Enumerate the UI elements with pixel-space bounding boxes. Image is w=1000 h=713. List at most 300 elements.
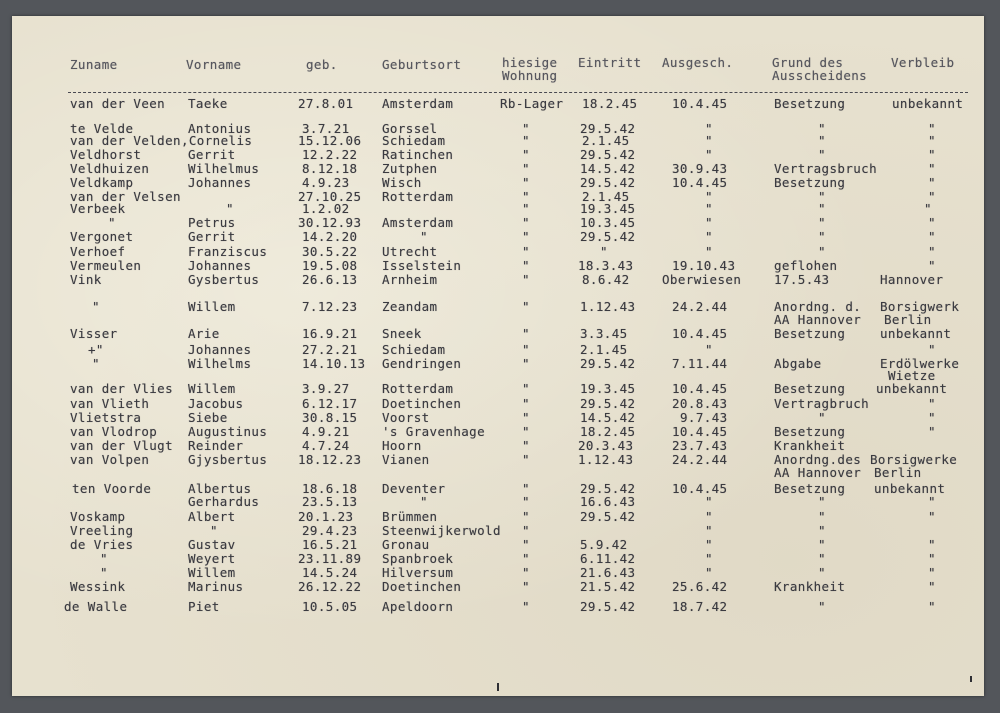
bottom-punch-mark — [970, 676, 972, 682]
table-cell: 14.10.13 — [302, 356, 366, 371]
table-cell: 10.4.45 — [672, 424, 728, 439]
table-cell: 18.7.42 — [672, 599, 728, 614]
table-cell: " — [522, 272, 530, 287]
table-cell: 14.5.24 — [302, 565, 358, 580]
table-cell: AA Hannover — [774, 312, 862, 327]
table-cell: 16.6.43 — [580, 494, 636, 509]
table-cell: 26.6.13 — [302, 272, 358, 287]
table-cell: " — [818, 537, 826, 552]
table-cell: " — [522, 494, 530, 509]
table-cell: " — [705, 121, 713, 136]
table-cell: Vlietstra — [70, 410, 142, 425]
table-cell: " — [818, 565, 826, 580]
table-cell: Schiedam — [382, 133, 446, 148]
table-cell: Borsigwerke — [870, 452, 958, 467]
table-cell: 4.9.21 — [302, 424, 350, 439]
table-cell: Voskamp — [70, 509, 126, 524]
table-cell: " — [705, 229, 713, 244]
table-cell: 15.12.06 — [298, 133, 362, 148]
table-cell: Zutphen — [382, 161, 438, 176]
table-cell: " — [705, 537, 713, 552]
table-cell: Arie — [188, 326, 220, 341]
table-cell: Gorssel — [382, 121, 438, 136]
table-cell: Hoorn — [382, 438, 422, 453]
table-cell: " — [928, 244, 936, 259]
table-cell: 8.12.18 — [302, 161, 358, 176]
table-cell: 10.4.45 — [672, 96, 728, 111]
table-cell: " — [420, 229, 428, 244]
table-cell: 10.4.45 — [672, 175, 728, 190]
table-cell: " — [705, 551, 713, 566]
table-cell: 8.6.42 — [582, 272, 630, 287]
table-cell: 21.5.42 — [580, 579, 636, 594]
table-cell: 30.5.22 — [302, 244, 358, 259]
table-cell: " — [928, 229, 936, 244]
table-cell: 4.9.23 — [302, 175, 350, 190]
table-cell: van der Velsen — [70, 189, 181, 204]
table-cell: Piet — [188, 599, 220, 614]
table-cell: " — [108, 215, 116, 230]
table-cell: 30.8.15 — [302, 410, 358, 425]
table-cell: Willem — [188, 381, 236, 396]
table-cell: " — [522, 326, 530, 341]
table-cell: 23.7.43 — [672, 438, 728, 453]
table-cell: " — [928, 599, 936, 614]
table-cell: 14.5.42 — [580, 161, 636, 176]
table-cell: Willem — [188, 565, 236, 580]
table-cell: Marinus — [188, 579, 244, 594]
table-cell: " — [924, 201, 932, 216]
table-cell: Sneek — [382, 326, 422, 341]
table-cell: 3.7.21 — [302, 121, 350, 136]
table-cell: Wisch — [382, 175, 422, 190]
table-cell: " — [928, 396, 936, 411]
table-cell: 27.2.21 — [302, 342, 358, 357]
table-cell: unbekannt — [880, 326, 952, 341]
table-cell: 29.5.42 — [580, 396, 636, 411]
table-cell: 's Gravenhage — [382, 424, 486, 439]
table-cell: Abgabe — [774, 356, 822, 371]
table-cell: Vianen — [382, 452, 430, 467]
table-cell: Augustinus — [188, 424, 268, 439]
table-cell: 5.9.42 — [580, 537, 628, 552]
table-cell: geflohen — [774, 258, 838, 273]
table-cell: " — [705, 494, 713, 509]
table-cell: 20.8.43 — [672, 396, 728, 411]
table-cell: van der Vlugt — [70, 438, 174, 453]
table-cell: Arnheim — [382, 272, 438, 287]
table-cell: " — [818, 229, 826, 244]
table-cell: Antonius — [188, 121, 252, 136]
table-cell: " — [928, 565, 936, 580]
table-cell: 4.7.24 — [302, 438, 350, 453]
table-cell: Wessink — [70, 579, 126, 594]
table-cell: 17.5.43 — [774, 272, 830, 287]
table-cell: Erdölwerke — [880, 356, 960, 371]
table-cell: Weyert — [188, 551, 236, 566]
table-cell: " — [928, 410, 936, 425]
table-cell: Deventer — [382, 481, 446, 496]
bottom-punch-mark — [497, 683, 499, 691]
table-cell: Oberwiesen — [662, 272, 742, 287]
table-cell: Petrus — [188, 215, 236, 230]
table-cell: " — [522, 356, 530, 371]
table-cell: Wilhelmus — [188, 161, 260, 176]
table-cell: " — [522, 342, 530, 357]
table-cell: " — [705, 147, 713, 162]
table-cell: 18.12.23 — [298, 452, 362, 467]
table-cell: 16.9.21 — [302, 326, 358, 341]
table-cell: Wietze — [888, 368, 936, 383]
table-cell: 14.2.20 — [302, 229, 358, 244]
column-header: Zuname — [70, 57, 118, 72]
table-cell: " — [522, 121, 530, 136]
table-cell: " — [928, 121, 936, 136]
table-cell: Steenwijkerwold — [382, 523, 501, 538]
column-header: geb. — [306, 57, 338, 72]
table-cell: " — [522, 410, 530, 425]
table-cell: " — [420, 494, 428, 509]
table-cell: " — [522, 579, 530, 594]
table-cell: " — [522, 452, 530, 467]
table-cell: 19.5.08 — [302, 258, 358, 273]
table-cell: " — [705, 565, 713, 580]
table-cell: " — [210, 523, 218, 538]
table-cell: " — [928, 509, 936, 524]
table-cell: " — [818, 121, 826, 136]
table-cell: 29.5.42 — [580, 175, 636, 190]
table-cell: " — [522, 161, 530, 176]
table-cell: " — [818, 523, 826, 538]
table-cell: " — [928, 537, 936, 552]
table-cell: " — [928, 161, 936, 176]
table-cell: " — [928, 258, 936, 273]
table-cell: " — [818, 244, 826, 259]
column-header: Ausscheidens — [772, 68, 868, 83]
table-cell: Rotterdam — [382, 381, 454, 396]
table-cell: 24.2.44 — [672, 299, 728, 314]
table-cell: " — [928, 189, 936, 204]
table-cell: Vertragbruch — [774, 396, 870, 411]
table-cell: unbekannt — [874, 481, 946, 496]
table-cell: " — [818, 201, 826, 216]
table-cell: " — [522, 175, 530, 190]
table-cell: Johannes — [188, 258, 252, 273]
table-cell: 6.11.42 — [580, 551, 636, 566]
table-cell: 21.6.43 — [580, 565, 636, 580]
table-cell: 10.4.45 — [672, 326, 728, 341]
table-cell: " — [818, 133, 826, 148]
table-cell: " — [818, 599, 826, 614]
table-cell: " — [705, 342, 713, 357]
table-cell: " — [522, 509, 530, 524]
table-cell: 2.1.45 — [582, 189, 630, 204]
table-cell: " — [522, 244, 530, 259]
table-cell: " — [522, 381, 530, 396]
table-cell: Gerhardus — [188, 494, 260, 509]
table-cell: Albertus — [188, 481, 252, 496]
table-cell: Borsigwerk — [880, 299, 960, 314]
table-cell: " — [818, 189, 826, 204]
table-cell: unbekannt — [892, 96, 964, 111]
table-cell: Besetzung — [774, 175, 846, 190]
table-cell: 29.5.42 — [580, 509, 636, 524]
table-cell: " — [522, 523, 530, 538]
table-cell: 3.3.45 — [580, 326, 628, 341]
table-cell: Krankheit — [774, 579, 846, 594]
table-cell: Wilhelms — [188, 356, 252, 371]
table-cell: " — [705, 523, 713, 538]
table-cell: Gjysbertus — [188, 452, 268, 467]
table-cell: 18.2.45 — [582, 96, 638, 111]
table-cell: Ratinchen — [382, 147, 454, 162]
table-cell: Reinder — [188, 438, 244, 453]
table-cell: Berlin — [874, 465, 922, 480]
table-cell: Johannes — [188, 175, 252, 190]
table-cell: Anordng. d. — [774, 299, 862, 314]
table-cell: " — [705, 201, 713, 216]
table-cell: 2.1.45 — [582, 133, 630, 148]
table-cell: Besetzung — [774, 326, 846, 341]
table-cell: Besetzung — [774, 381, 846, 396]
table-cell: Gendringen — [382, 356, 462, 371]
table-cell: Visser — [70, 326, 118, 341]
table-cell: " — [522, 599, 530, 614]
table-cell: " — [818, 494, 826, 509]
table-cell: van Volpen — [70, 452, 150, 467]
table-cell: Rb-Lager — [500, 96, 564, 111]
table-cell: 30.12.93 — [298, 215, 362, 230]
table-cell: Vink — [70, 272, 102, 287]
table-cell: Doetinchen — [382, 579, 462, 594]
table-cell: Gerrit — [188, 229, 236, 244]
table-cell: Gysbertus — [188, 272, 260, 287]
table-cell: van der Velden,Cornelis — [70, 133, 253, 148]
table-cell: AA Hannover — [774, 465, 862, 480]
table-cell: " — [705, 133, 713, 148]
table-cell: 10.4.45 — [672, 381, 728, 396]
table-cell: van der Vlies — [70, 381, 174, 396]
table-cell: " — [522, 147, 530, 162]
table-cell: 19.10.43 — [672, 258, 736, 273]
table-cell: 26.12.22 — [298, 579, 362, 594]
column-header: Wohnung — [502, 68, 558, 83]
table-cell: Taeke — [188, 96, 228, 111]
column-header: hiesige — [502, 55, 558, 70]
table-cell: " — [928, 551, 936, 566]
table-cell: Doetinchen — [382, 396, 462, 411]
table-cell: 7.11.44 — [672, 356, 728, 371]
table-cell: Utrecht — [382, 244, 438, 259]
table-cell: van der Veen — [70, 96, 166, 111]
document-page — [12, 16, 984, 696]
table-cell: unbekannt — [876, 381, 948, 396]
table-cell: " — [928, 175, 936, 190]
table-cell: Vermeulen — [70, 258, 142, 273]
table-cell: " — [928, 133, 936, 148]
table-cell: Amsterdam — [382, 215, 454, 230]
table-cell: " — [226, 201, 234, 216]
table-cell: 12.2.22 — [302, 147, 358, 162]
table-cell: " — [522, 481, 530, 496]
table-cell: " — [705, 215, 713, 230]
table-cell: 1.12.43 — [580, 299, 636, 314]
table-cell: Hilversum — [382, 565, 454, 580]
table-cell: Willem — [188, 299, 236, 314]
column-header: Verbleib — [891, 55, 955, 70]
table-cell: 29.5.42 — [580, 481, 636, 496]
table-cell: Jacobus — [188, 396, 244, 411]
column-header: Geburtsort — [382, 57, 462, 72]
table-cell: " — [522, 215, 530, 230]
table-cell: 14.5.42 — [580, 410, 636, 425]
table-cell: " — [100, 565, 108, 580]
table-cell: " — [818, 410, 826, 425]
table-cell: Krankheit — [774, 438, 846, 453]
table-cell: Verbeek — [70, 201, 126, 216]
table-cell: Albert — [188, 509, 236, 524]
table-cell: " — [705, 189, 713, 204]
table-cell: 29.5.42 — [580, 356, 636, 371]
table-cell: " — [522, 565, 530, 580]
table-cell: " — [522, 299, 530, 314]
table-cell: 27.10.25 — [298, 189, 362, 204]
table-cell: " — [100, 551, 108, 566]
table-cell: Besetzung — [774, 96, 846, 111]
table-cell: Siebe — [188, 410, 228, 425]
table-cell: Vergonet — [70, 229, 134, 244]
column-header: Ausgesch. — [662, 55, 734, 70]
table-cell: Verhoef — [70, 244, 126, 259]
table-cell: " — [928, 494, 936, 509]
table-cell: Amsterdam — [382, 96, 454, 111]
table-cell: 19.3.45 — [580, 201, 636, 216]
table-cell: 29.4.23 — [302, 523, 358, 538]
table-cell: Gronau — [382, 537, 430, 552]
table-cell: 16.5.21 — [302, 537, 358, 552]
table-cell: Besetzung — [774, 481, 846, 496]
table-cell: 10.5.05 — [302, 599, 358, 614]
table-cell: Berlin — [884, 312, 932, 327]
table-cell: " — [705, 244, 713, 259]
table-cell: " — [92, 299, 100, 314]
table-cell: 30.9.43 — [672, 161, 728, 176]
table-cell: 10.4.45 — [672, 481, 728, 496]
table-cell: " — [818, 509, 826, 524]
table-cell: 20.3.43 — [578, 438, 634, 453]
table-cell: van Vlodrop — [70, 424, 158, 439]
table-cell: 25.6.42 — [672, 579, 728, 594]
table-cell: " — [928, 215, 936, 230]
table-cell: 27.8.01 — [298, 96, 354, 111]
table-cell: 18.2.45 — [580, 424, 636, 439]
table-cell: " — [522, 537, 530, 552]
table-cell: 1.12.43 — [578, 452, 634, 467]
column-header: Grund des — [772, 55, 844, 70]
table-cell: 1.2.02 — [302, 201, 350, 216]
table-cell: van Vlieth — [70, 396, 150, 411]
table-cell: 6.12.17 — [302, 396, 358, 411]
table-cell: " — [522, 396, 530, 411]
table-cell: 18.3.43 — [578, 258, 634, 273]
table-cell: Isselstein — [382, 258, 462, 273]
table-cell: 24.2.44 — [672, 452, 728, 467]
table-cell: " — [522, 438, 530, 453]
column-header: Eintritt — [578, 55, 642, 70]
column-header: Vorname — [186, 57, 242, 72]
table-cell: " — [522, 201, 530, 216]
table-cell: " — [818, 551, 826, 566]
table-cell: Gerrit — [188, 147, 236, 162]
table-cell: Schiedam — [382, 342, 446, 357]
table-cell: 23.5.13 — [302, 494, 358, 509]
table-cell: 19.3.45 — [580, 381, 636, 396]
table-cell: Vertragsbruch — [774, 161, 878, 176]
table-cell: +" — [88, 342, 104, 357]
table-cell: 9.7.43 — [680, 410, 728, 425]
table-cell: Apeldoorn — [382, 599, 454, 614]
table-cell: " — [818, 147, 826, 162]
table-cell: Spanbroek — [382, 551, 454, 566]
table-cell: 20.1.23 — [298, 509, 354, 524]
table-cell: " — [928, 424, 936, 439]
table-cell: 23.11.89 — [298, 551, 362, 566]
table-cell: Hannover — [880, 272, 944, 287]
header-divider — [68, 92, 968, 93]
table-cell: " — [818, 215, 826, 230]
table-cell: Veldhorst — [70, 147, 142, 162]
table-cell: " — [522, 229, 530, 244]
table-cell: Veldkamp — [70, 175, 134, 190]
table-cell: 7.12.23 — [302, 299, 358, 314]
table-cell: de Vries — [70, 537, 134, 552]
table-cell: " — [600, 244, 608, 259]
table-cell: Zeandam — [382, 299, 438, 314]
table-cell: te Velde — [70, 121, 134, 136]
table-cell: Johannes — [188, 342, 252, 357]
table-cell: Veldhuizen — [70, 161, 150, 176]
table-cell: " — [928, 147, 936, 162]
table-cell: 3.9.27 — [302, 381, 350, 396]
table-cell: Rotterdam — [382, 189, 454, 204]
table-cell: 29.5.42 — [580, 121, 636, 136]
table-cell: 18.6.18 — [302, 481, 358, 496]
table-cell: 29.5.42 — [580, 599, 636, 614]
table-cell: Vreeling — [70, 523, 134, 538]
table-cell: Besetzung — [774, 424, 846, 439]
table-cell: 29.5.42 — [580, 147, 636, 162]
table-cell: " — [928, 342, 936, 357]
table-cell: Voorst — [382, 410, 430, 425]
table-cell: Gustav — [188, 537, 236, 552]
table-cell: 10.3.45 — [580, 215, 636, 230]
table-cell: ten Voorde — [72, 481, 152, 496]
table-cell: Brümmen — [382, 509, 438, 524]
table-cell: " — [522, 133, 530, 148]
table-cell: " — [522, 189, 530, 204]
table-cell: 29.5.42 — [580, 229, 636, 244]
table-cell: " — [522, 424, 530, 439]
table-cell: " — [522, 258, 530, 273]
table-cell: " — [522, 551, 530, 566]
table-cell: " — [705, 509, 713, 524]
table-cell: " — [928, 579, 936, 594]
table-cell: 2.1.45 — [580, 342, 628, 357]
table-cell: Anordng.des — [774, 452, 862, 467]
table-cell: Franziscus — [188, 244, 268, 259]
table-cell: " — [92, 356, 100, 371]
table-cell: de Walle — [64, 599, 128, 614]
